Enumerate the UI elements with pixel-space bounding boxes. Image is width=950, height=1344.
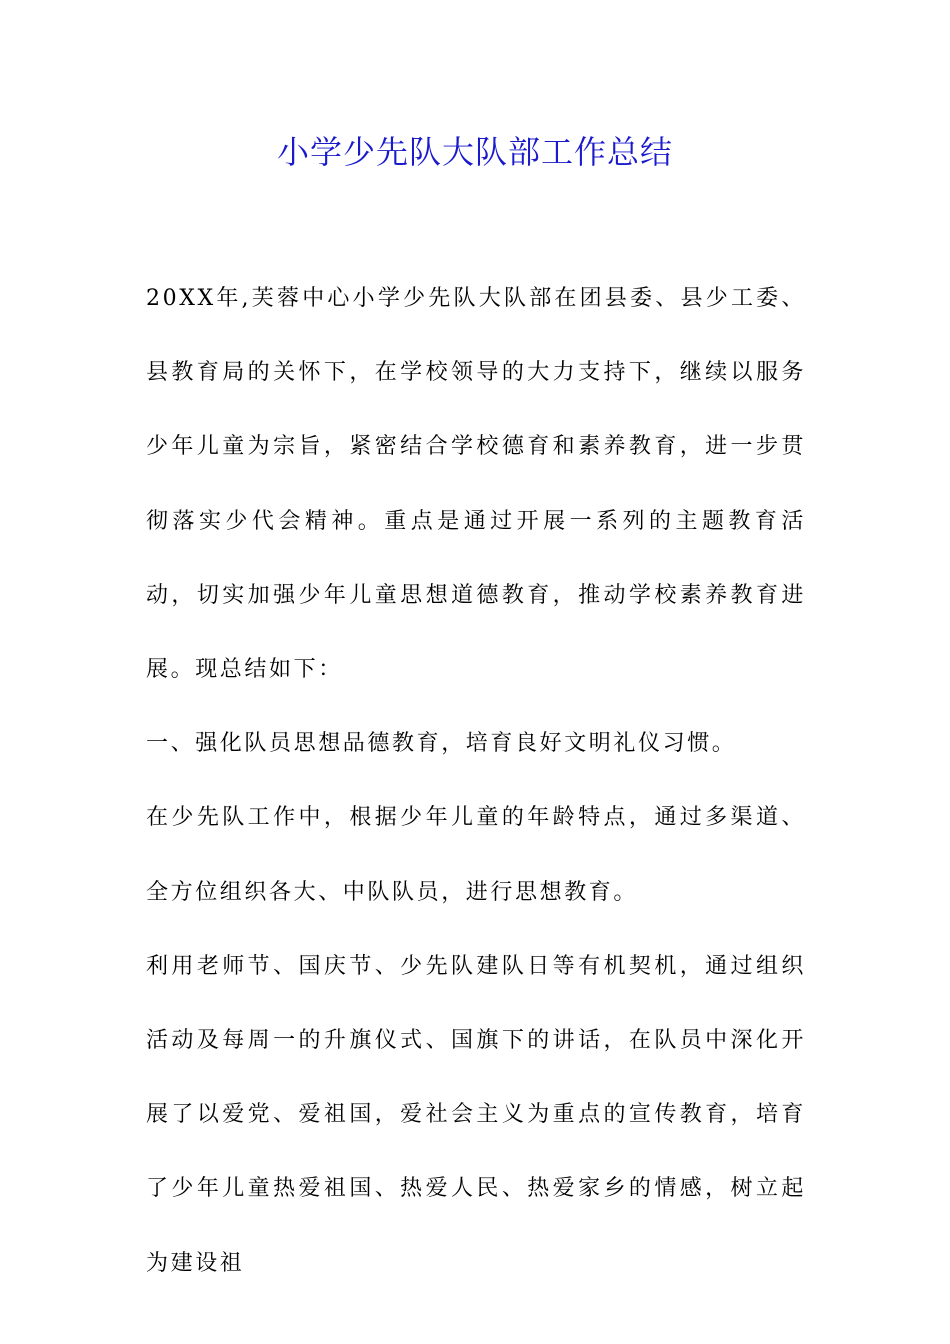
document-body	[146, 262, 806, 1301]
paragraph-three: 利用老师节、国庆节、少先队建队日等有机契机，通过组织活动及每周一的升旗仪式、国旗下的讲话，在队员中深化开展了以爱党、爱祖国，爱社会主义为重点的宣传教育，培育了少年儿童热爱祖国、热爱人民、热爱家乡的情感，树立起为建设祖	[146, 953, 806, 1276]
paragraph-heading-one: 一、强化队员思想品德教育，培育良好文明礼仪习惯。	[146, 731, 737, 757]
document-title: 小学少先队大队部工作总结	[276, 133, 673, 171]
paragraph-two: 在少先队工作中，根据少年儿童的年龄特点，通过多渠道、全方位组织各大、中队队员，进行思想教育。	[146, 805, 806, 905]
paragraph-intro: 20XX年,芙蓉中心小学少先队大队部在团县委、县少工委、县教育局的关怀下，在学校领导的大力支持下，继续以服务少年儿童为宗旨，紧密结合学校德育和素养教育，进一步贯彻落实少代会精神。重点是通过开展一系列的主题教育活动，切实加强少年儿童思想道德教育，推动学校素养教育进展。现总结如下：	[146, 286, 806, 683]
